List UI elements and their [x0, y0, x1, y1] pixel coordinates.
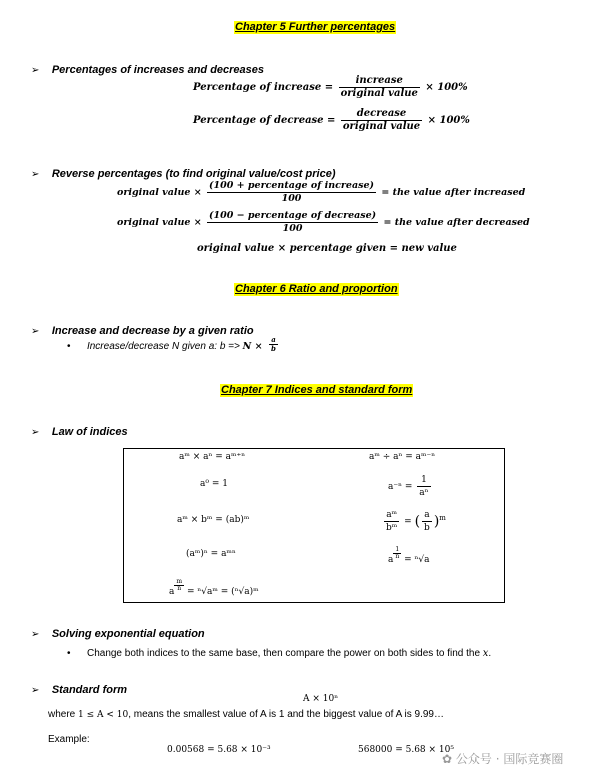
section-exponential-equation: [31, 624, 205, 642]
exponent: m: [439, 514, 446, 522]
ratio-bullet-item: [67, 336, 280, 354]
law-fractional-power: [169, 579, 259, 597]
bullet-text: Increase/decrease N given a: b =>: [86, 341, 243, 352]
example-1: 0.00568 = 5.68 × 10⁻³: [167, 745, 271, 755]
formula-lhs: Percentage of increase =: [193, 82, 334, 93]
denominator: bᵐ: [386, 523, 398, 533]
fraction: [384, 509, 399, 534]
formula-reverse-decrease: [117, 210, 530, 235]
formula-reverse-increase: [117, 180, 525, 205]
arrow-bullet-icon: ➢: [31, 629, 40, 640]
formula-rhs: × 100%: [425, 82, 468, 93]
arrow-bullet-icon: ➢: [31, 326, 40, 337]
fraction: [207, 180, 376, 205]
formula-percentage-increase: [193, 75, 468, 100]
arrow-bullet-icon: ➢: [31, 427, 40, 438]
chapter5-title: Chapter 5 Further percentages: [235, 21, 396, 33]
denominator: 100: [281, 193, 302, 204]
law-same-power-product: aᵐ × bᵐ = (ab)ᵐ: [177, 515, 250, 525]
denominator: aⁿ: [419, 488, 429, 498]
example-label: Example:: [48, 734, 90, 745]
denominator: n: [177, 585, 182, 592]
section-title: Increase and decrease by a given ratio: [51, 325, 254, 337]
arrow-bullet-icon: ➢: [31, 65, 40, 76]
formula-lhs: original value ×: [117, 187, 202, 198]
formula-lhs: original value ×: [117, 217, 202, 228]
condition: 1 ≤ A < 10: [78, 710, 129, 720]
fraction: [207, 210, 378, 235]
fraction: [422, 509, 432, 534]
section-standard-form: [31, 680, 127, 698]
numerator: aᵐ: [384, 509, 399, 522]
law-power-of-power: (aᵐ)ⁿ = aᵐⁿ: [186, 549, 236, 559]
section-title: Percentages of increases and decreases: [51, 64, 265, 76]
fraction: [339, 75, 420, 100]
dot-bullet-icon: •: [67, 648, 71, 659]
law-of-indices-box: [123, 448, 505, 603]
numerator: m: [176, 578, 183, 585]
description-text: , means the smallest value of A is 1 and the biggest value of A is 9.99…: [128, 709, 444, 720]
denominator: b: [424, 523, 430, 533]
description-text: where: [48, 709, 79, 720]
formula-rhs: = the value after decreased: [383, 217, 530, 228]
formula-percentage-decrease: [193, 108, 470, 133]
bullet-math: N ×: [242, 341, 263, 352]
watermark: [442, 750, 563, 767]
law-root: [388, 547, 430, 565]
law-same-power-quotient: $\frac{\text{aᵐ}}{\text{bᵐ}}$ = ( $\frac{a}{b}$ )$^m$: [386, 510, 446, 533]
section-title: Standard form: [51, 684, 128, 696]
dot-bullet-icon: •: [67, 341, 71, 352]
base: a: [388, 555, 394, 565]
numerator: 1: [393, 547, 401, 554]
formula-rhs: = the value after increased: [381, 187, 526, 198]
denominator: original value: [340, 88, 418, 99]
fraction: [269, 336, 278, 353]
arrow-bullet-icon: ➢: [31, 169, 40, 180]
section-title: Law of indices: [51, 426, 128, 438]
law-multiply: aᵐ × aⁿ = aᵐ⁺ⁿ: [179, 452, 246, 462]
bullet-text: Change both indices to the same base, then compare the power on both sides to find the: [86, 648, 483, 659]
law-divide: aᵐ ÷ aⁿ = aᵐ⁻ⁿ: [369, 452, 436, 462]
numerator: a: [269, 336, 278, 345]
watermark-text: 公众号 · 国际竞赛圈: [455, 752, 564, 766]
standard-form-description: [48, 709, 444, 720]
law-negative-power: [388, 474, 433, 499]
chapter7-title: Chapter 7 Indices and standard form: [221, 384, 413, 396]
exponential-bullet-item: • Change both indices to the same base, then compare the power on both sides to find the x.: [67, 648, 492, 659]
formula-lhs: Percentage of decrease =: [193, 115, 336, 126]
fraction: [341, 108, 422, 133]
example-2: 568000 = 5.68 × 10⁵: [358, 745, 454, 755]
numerator: (100 + percentage of increase): [209, 180, 374, 191]
fraction-exponent: [174, 579, 184, 592]
denominator: original value: [342, 121, 421, 132]
section-law-of-indices: [31, 422, 128, 440]
law-lhs: a⁻ⁿ =: [388, 482, 413, 492]
law-rhs: = ⁿ√a: [404, 555, 430, 565]
denominator: 100: [282, 223, 303, 234]
numerator: increase: [339, 75, 420, 88]
fraction: [417, 474, 430, 499]
denominator: b: [271, 344, 276, 354]
numerator: 1: [417, 474, 430, 487]
denominator: n: [395, 553, 400, 560]
variable-x: x: [482, 648, 489, 659]
section-title: Solving exponential equation: [51, 628, 205, 640]
formula-new-value: original value × percentage given = new value: [197, 243, 457, 254]
wechat-icon: ✿: [442, 752, 453, 766]
numerator: decrease: [341, 108, 422, 121]
numerator: a: [422, 509, 432, 522]
base: a: [169, 587, 175, 597]
arrow-bullet-icon: ➢: [31, 685, 40, 696]
law-rhs: = ⁿ√aᵐ = (ⁿ√a)ᵐ: [186, 587, 259, 597]
formula-rhs: × 100%: [427, 115, 470, 126]
chapter6-title: Chapter 6 Ratio and proportion: [235, 283, 398, 295]
section-title: Reverse percentages (to find original value/cost price): [51, 168, 336, 180]
standard-form-formula: A × 10ⁿ: [303, 694, 339, 704]
fraction-exponent: [393, 547, 401, 560]
numerator: (100 − percentage of decrease): [209, 210, 377, 221]
law-zero-power: a⁰ = 1: [200, 479, 228, 489]
